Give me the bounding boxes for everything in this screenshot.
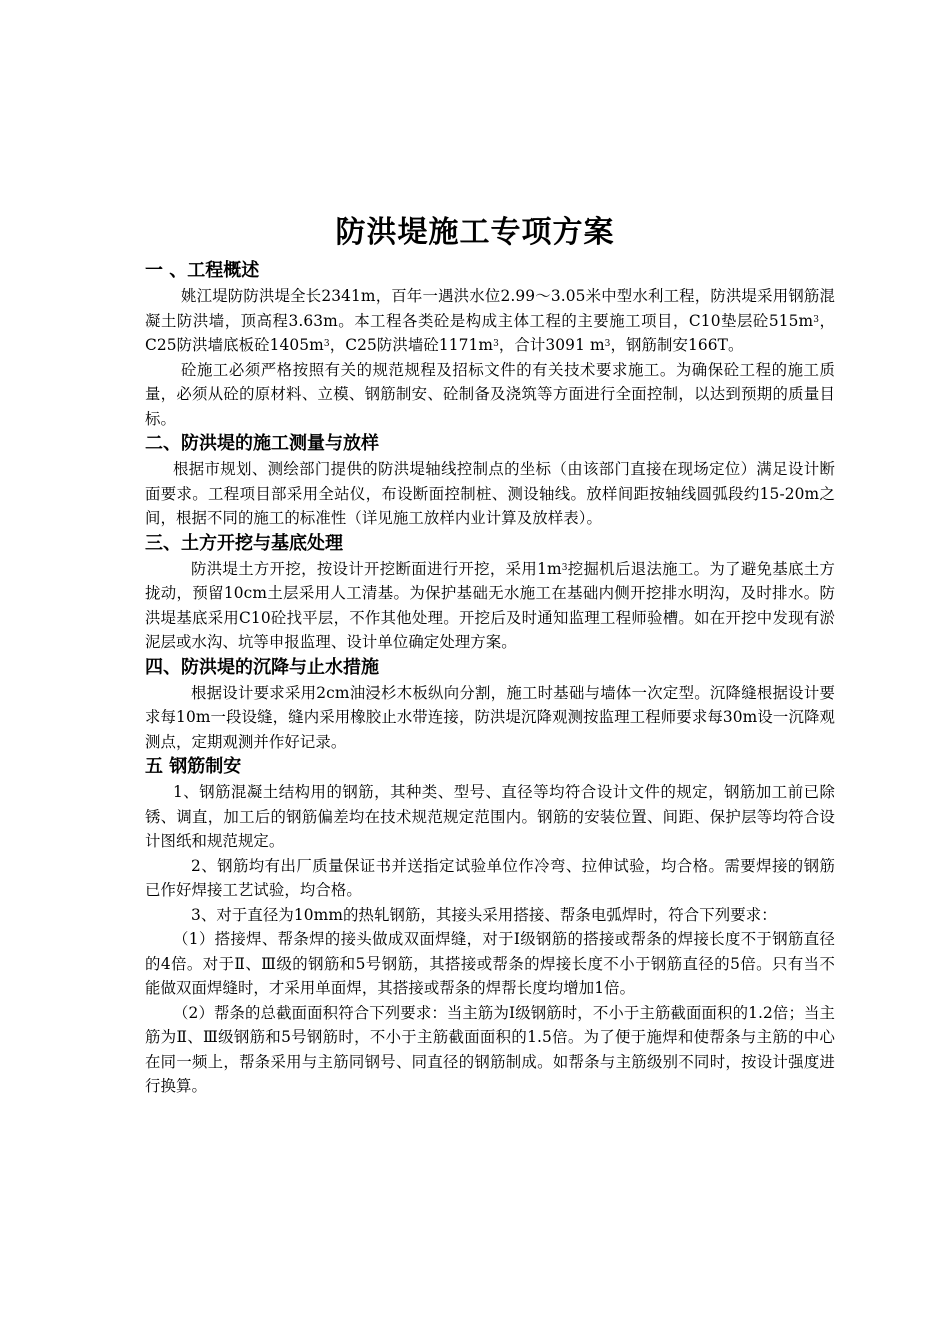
- section-4-heading: 四、防洪堤的沉降与止水措施: [145, 656, 379, 678]
- section-3-paragraph-1: [145, 557, 835, 655]
- section-3-heading: 三、土方开挖与基底处理: [145, 532, 343, 554]
- superscript: 3: [323, 339, 330, 349]
- section-4-paragraph-1: 根据设计要求采用2cm油浸杉木板纵向分割，施工时基础与墙体一次定型。沉降缝根据设计要求每10m一段设缝，缝内采用橡胶止水带连接，防洪堤沉降观测按监理工程师要求每30m设一沉降观测点，定期观测并作好记录。: [145, 683, 835, 751]
- superscript: 3: [561, 562, 568, 573]
- section-5-paragraph-5: （2）帮条的总截面面积符合下列要求：当主筋为Ⅰ级钢筋时，不小于主筋截面面积的1.2倍；当主筋为Ⅱ、Ⅲ级钢筋和5号钢筋时，不小于主筋截面面积的1.5倍。为了便于施焊和使帮条与主筋的中心在同一频上，帮条采用与主筋同钢号、同直径的钢筋制成。如帮条与主筋级别不同时，按设计强度进行换算。: [145, 1003, 835, 1095]
- section-5-paragraph-1: 1、钢筋混凝土结构用的钢筋，其种类、型号、直径等均符合设计文件的规定，钢筋加工前已除锈、调直，加工后的钢筋偏差均在技术规范规定范围内。钢筋的安装位置、间距、保护层等均符合设计图纸和规范规定。: [145, 783, 835, 850]
- section-5-heading: 五 钢筋制安: [145, 756, 242, 777]
- document-title: 防洪堤施工专项方案: [335, 215, 615, 250]
- section-5-paragraph-3: 3、对于直径为10mm的热轧钢筋，其接头采用搭接、帮条电弧焊时，符合下列要求：: [191, 905, 777, 924]
- section-1-paragraph-1: [145, 284, 835, 358]
- text-run: 防洪堤土方开挖，按设计开挖断面进行开挖，采用1m: [191, 559, 562, 578]
- section-1-heading: 一 、工程概述: [145, 260, 260, 281]
- section-2-heading: 二、防洪堤的施工测量与放样: [145, 433, 379, 454]
- superscript: 3: [493, 339, 499, 349]
- text-run: ，C25防洪墙砼1171m: [329, 336, 494, 354]
- text-run: 挖掘机后退法施工。为了避免基底土方拢动，预留10cm土层采用人工清基。为保护基础无水施工在基础内侧开挖排水明沟，及时排水。防洪堤基底采用C10砼找平层，不作其他处理。开挖后及时通知监理工程师验槽。如在开挖中发现有淤泥层或水沟、坑等申报监理、设计单位确定处理方案。: [145, 559, 836, 651]
- superscript: 3: [813, 314, 820, 325]
- document-body: [145, 258, 835, 1099]
- section-5-paragraph-4: （1）搭接焊、帮条焊的接头做成双面焊缝，对于Ⅰ级钢筋的搭接或帮条的焊接长度不于钢筋直径的4倍。对于Ⅱ、Ⅲ级的钢筋和5号钢筋，其搭接或帮条的焊接长度不小于钢筋直径的5倍。只有当不能做双面焊缝时，才采用单面焊，其搭接或帮条的焊帮长度均增加1倍。: [145, 930, 835, 997]
- section-1-paragraph-2: 砼施工必须严格按照有关的规范规程及招标文件的有关技术要求施工。为确保砼工程的施工质量，必须从砼的原材料、立模、钢筋制安、砼制备及浇筑等方面进行全面控制，以达到预期的质量目标。: [145, 360, 835, 428]
- section-2-paragraph-1: 根据市规划、测绘部门提供的防洪堤轴线控制点的坐标（由该部门直接在现场定位）满足设计断面要求。工程项目部采用全站仪，布设断面控制桩、测设轴线。放样间距按轴线圆弧段约15-20m之间，根据不同的施工的标准性（详见施工放样内业计算及放样表）。: [145, 460, 835, 527]
- section-5-paragraph-2: 2、钢筋均有出厂质量保证书并送指定试验单位作冷弯、拉伸试验，均合格。需要焊接的钢筋已作好焊接工艺试验，均合格。: [145, 856, 835, 899]
- text-run: ，合计3091 m: [498, 336, 605, 354]
- text-run: ，钢筋制安166T。: [610, 336, 744, 354]
- text-run: 姚江堤防防洪堤全长2341m，百年一遇洪水位2.99～3.05米中型水利工程，防洪堤采用钢筋混凝土防洪墙，顶高程3.63m。本工程各类砼是构成主体工程的主要施工项目，C10垫层砼515m: [145, 287, 835, 330]
- superscript: 3: [604, 339, 611, 349]
- text-run: ，C25防洪墙底板砼1405m: [145, 311, 835, 354]
